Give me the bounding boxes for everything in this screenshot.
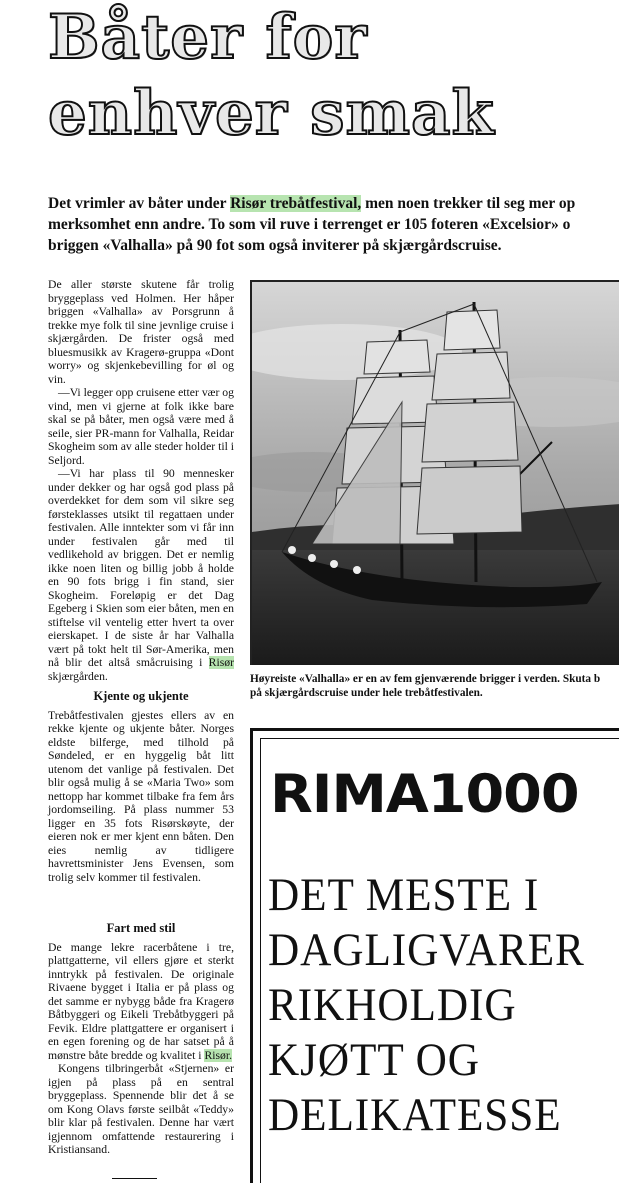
ad-line-1: DET MESTE I [268,869,540,921]
advertisement-text [268,868,619,1143]
ad-line-3: RIKHOLDIG [268,979,517,1031]
caption-line-2: på skjærgårdscruise under hele trebåtfestivalen. [250,687,483,699]
paragraph-text-end: skjærgården. [48,669,108,683]
subheading-fart: Fart med stil [106,921,176,935]
article-column-1 [48,278,234,683]
paragraph-text: —Vi har plass til 90 mennesker under dekker og har også god plass på overdekket for dem som vil sikre seg førsteklasses utsikt til regattaen under festivalen. Alle inntekter som vi får inn under festivalen går med til vedlikehold av briggen. Det er nemlig ikke noen liten og billig jobb å holde en 90 fots brigg i fin stand, sier Skogheim. Foreløpig er det Dag Egeberg i Skien som eier båten, men en stiftelse vil ventelig etter hvert ta over eierskapet. I de siste år har Valhalla vært på tokt helt til Sør-Amerika, men nå blir det altså småcruising i [48,467,234,669]
headline-line-2: enhver smak [48,78,495,149]
ad-line-5: DELIKATESSE [268,1089,562,1141]
subheading-kjente: Kjente og ukjente [93,689,189,703]
ship-photo [250,280,619,665]
paragraph: De aller største skutene får trolig bryggeplass ved Holmen. Her håper briggen «Valhalla» av Porsgrunn å trekke mye folk til sine jevnlige cruise i skjærgården. De frister også med bluesmusikk av Kragerø-gruppa «Dont worry» og skjenkebevilling for øl og vin. [48,278,234,386]
headline [48,0,619,152]
paragraph [48,941,234,1063]
caption-line-1: Høyreiste «Valhalla» er en av fem gjenværende brigger i verden. Skuta b [250,673,601,685]
ad-line-4: KJØTT OG [268,1034,480,1086]
paragraph [48,467,234,683]
headline-line-1: Båter for [48,2,368,73]
lead-paragraph [48,193,619,256]
article-section-3 [48,922,234,1157]
highlight-risor-2: Risør. [204,1048,233,1062]
paragraph: —Vi legger opp cruisene etter vær og vind, men vi gjerne at folk ikke bare skal se på båter, men også være med å seile, sier PR-mann for Valhalla, Reidar Skogheim som av alle steder holder til i Seljord. [48,386,234,467]
paragraph: Kongens tilbringerbåt «Stjernen» er igjen på plass på en sentral bryggeplass. Spennende blir det å se om Kong Olavs første seilbåt «Teddy» blir klar på festivalen. Denne har vært igjennom omfattende restaurering i Kristiansand. [48,1062,234,1156]
paragraph: Trebåtfestivalen gjestes ellers av en rekke kjente og ukjente båter. Norges eldste bilferge, med tilhold på Søndeled, er en hyggelig båt litt utenom det vanlige på festivalen. Det blir også mulig å se «Maria Two» som nettopp har kommet tilbake fra fem års jordomseiling. På plass nummer 53 ligger en 35 fots Risørskøyte, der eieren nok er mer kjent enn båten. Den eies nemlig av tidligere havrettsminister Jens Evensen, som trolig selv kommer til festivalen. [48,708,234,884]
ad-line-2: DAGLIGVARER [268,924,585,976]
lead-line-3: briggen «Valhalla» på 90 fot som også inviterer på skjærgårdscruise. [48,237,502,254]
column-end-rule [112,1178,157,1179]
photo-caption [250,672,619,700]
article-section-2 [48,690,234,884]
highlight-festival: Risør trebåtfestival, [230,195,362,212]
lead-line-1-end: men noen trekker til seg mer op [361,195,576,212]
lead-line-1 [48,193,619,214]
highlight-risor: Risør [208,656,234,669]
rima1000-logo: RIMA1000 [270,764,579,825]
lead-line-2: merksomhet enn andre. To som vil ruve i terrenget er 105 foteren «Excelsior» o [48,216,571,233]
brig-valhalla-image [252,282,619,665]
lead-line-1-start: Det vrimler av båter under [48,195,231,212]
paragraph-text: De mange lekre racerbåtene i tre, plattgatterne, vil ellers gjøre et sterkt inntrykk på festivalen. De originale Rivaene bygget i Italia er på plass og det samme er nybygg både fra Kragerø Båtbyggeri og Eikeli Trebåtbyggeri på Fevik. Eldre plattgattere er organisert i en egen forening og de har satset på å mønstre båte bredde og kvalitet i [48,940,234,1062]
